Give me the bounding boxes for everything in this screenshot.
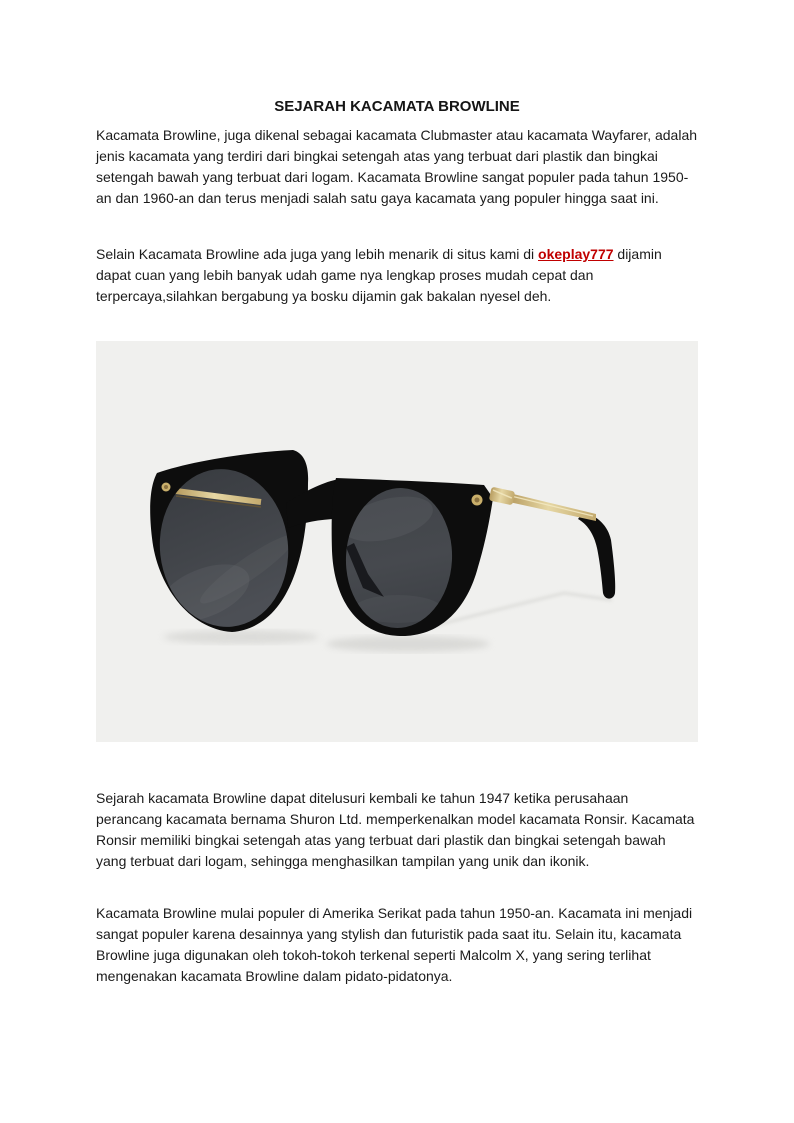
medusa-logo-icon [472, 495, 483, 506]
sunglasses-photo-svg [96, 341, 698, 742]
promo-text-before: Selain Kacamata Browline ada juga yang lebih menarik di situs kami di [96, 246, 539, 262]
page-title: SEJARAH KACAMATA BROWLINE [274, 98, 520, 115]
paragraph-popularity: Kacamata Browline mulai populer di Amerika Serikat pada tahun 1950-an. Kacamata ini menjadi sangat populer karena desainnya yang stylish dan futuristik pada saat itu. Selain itu, kacamata Browline juga digunakan oleh tokoh-tokoh terkenal seperti Malcolm X, yang sering terlihat mengenakan kacamata Browline dalam pidato-pidatonya. [96, 905, 693, 984]
medusa-logo-icon [162, 483, 171, 492]
paragraph-promo [96, 244, 698, 307]
promo-text-after: dijamin dapat cuan yang lebih banyak udah game nya lengkap proses mudah cepat dan terpercaya,silahkan bergabung ya bosku dijamin gak bakalan nyesel deh. [96, 246, 662, 304]
paragraph-history: Sejarah kacamata Browline dapat ditelusuri kembali ke tahun 1947 ketika perusahaan perancang kacamata bernama Shuron Ltd. memperkenalkan model kacamata Ronsir. Kacamata Ronsir memiliki bingkai setengah atas yang terbuat dari plastik dan bingkai setengah bawah yang terbuat dari logam, sehingga menghasilkan tampilan yang unik dan ikonik. [96, 790, 695, 869]
okeplay777-link[interactable]: okeplay777 [538, 246, 614, 262]
paragraph-intro: Kacamata Browline, juga dikenal sebagai kacamata Clubmaster atau kacamata Wayfarer, adalah jenis kacamata yang terdiri dari bingkai setengah atas yang terbuat dari plastik dan bingkai setengah bawah yang terbuat dari logam. Kacamata Browline sangat populer pada tahun 1950-an dan 1960-an dan terus menjadi salah satu gaya kacamata yang populer hingga saat ini. [96, 127, 698, 206]
sunglasses-image [96, 341, 698, 742]
